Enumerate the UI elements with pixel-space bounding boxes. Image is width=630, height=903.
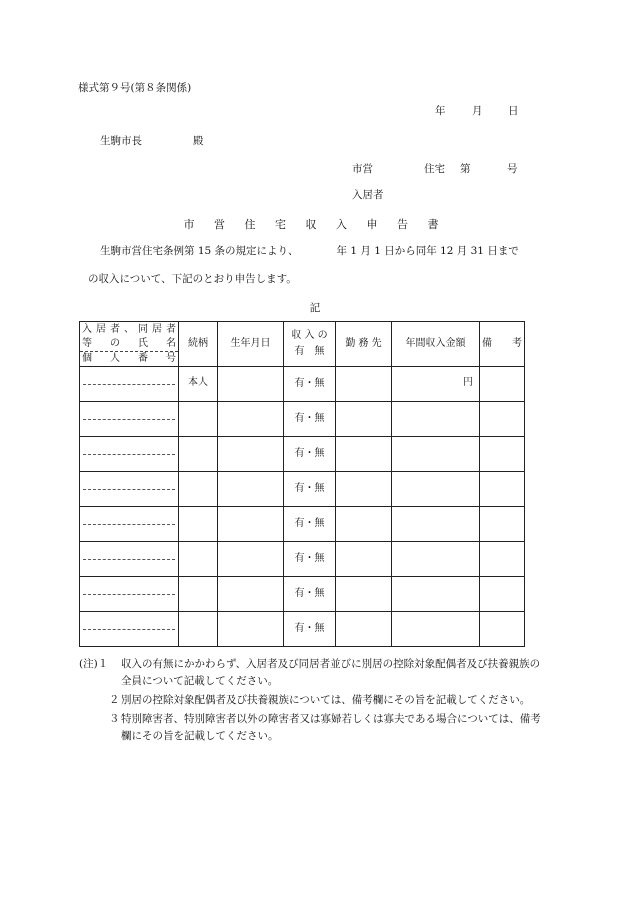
table-row — [80, 612, 525, 647]
table-row — [80, 472, 525, 507]
table-row — [80, 402, 525, 437]
header-name-line2: 等 の 氏 名 — [80, 337, 178, 352]
income-yn-value: 有・無 — [294, 482, 325, 494]
name-dotted-divider — [83, 384, 175, 385]
annual-income-cell[interactable] — [392, 472, 480, 507]
notes — [79, 656, 549, 747]
tenant-resident-label: 入居者 — [352, 189, 384, 201]
note-1-text: 収入の有無にかかわらず、入居者及び同居者並びに別居の控除対象配偶者及び扶養親族の全員について記載してください。 — [121, 658, 541, 687]
annual-income-cell[interactable] — [392, 437, 480, 472]
birthdate-cell[interactable] — [218, 402, 284, 437]
income-yn-value: 有・無 — [294, 377, 325, 389]
form-number: 様式第９号(第８条関係) — [78, 82, 192, 94]
name-dotted-divider — [83, 419, 175, 420]
relation-value: 本人 — [188, 377, 208, 388]
header-income-yn — [284, 322, 336, 367]
note-3-num: ３ — [109, 713, 120, 725]
income-yn-cell[interactable] — [284, 367, 336, 402]
header-relation: 続柄 — [179, 322, 218, 367]
table-header-row — [80, 322, 525, 367]
birthdate-cell[interactable] — [218, 472, 284, 507]
date-day: 日 — [508, 105, 519, 117]
income-yn-cell[interactable] — [284, 612, 336, 647]
header-income-yn-line1: 収 入 の — [291, 330, 328, 341]
relation-cell[interactable] — [179, 577, 218, 612]
note-2-num: ２ — [109, 694, 120, 706]
workplace-cell[interactable] — [336, 577, 392, 612]
name-dotted-divider — [83, 629, 175, 630]
name-cell[interactable] — [80, 612, 179, 647]
birthdate-cell[interactable] — [218, 577, 284, 612]
birthdate-cell[interactable] — [218, 507, 284, 542]
name-dotted-divider — [83, 489, 175, 490]
remarks-cell[interactable] — [480, 577, 525, 612]
name-cell[interactable] — [80, 507, 179, 542]
date-year: 年 — [435, 105, 446, 117]
income-table — [79, 321, 525, 647]
income-yn-cell[interactable] — [284, 472, 336, 507]
income-yn-value: 有・無 — [294, 517, 325, 529]
remarks-cell[interactable] — [480, 542, 525, 577]
birthdate-cell[interactable] — [218, 437, 284, 472]
annual-income-cell[interactable] — [392, 367, 480, 402]
tenant-housing: 住宅 — [424, 163, 445, 175]
relation-cell[interactable] — [179, 472, 218, 507]
relation-cell[interactable] — [179, 542, 218, 577]
workplace-cell[interactable] — [336, 507, 392, 542]
name-dotted-divider — [83, 559, 175, 560]
remarks-cell[interactable] — [480, 612, 525, 647]
remarks-cell[interactable] — [480, 472, 525, 507]
body-line-2: の収入について、下記のとおり申告します。 — [88, 273, 297, 285]
annual-income-cell[interactable] — [392, 612, 480, 647]
header-birthdate: 生年月日 — [218, 322, 284, 367]
income-unit: 円 — [463, 377, 473, 388]
annual-income-cell[interactable] — [392, 542, 480, 577]
header-annual-income: 年間収入金額 — [392, 322, 480, 367]
annual-income-cell[interactable] — [392, 507, 480, 542]
remarks-cell[interactable] — [480, 402, 525, 437]
workplace-cell[interactable] — [336, 367, 392, 402]
table-row — [80, 507, 525, 542]
note-1-num: (注)１ — [79, 658, 109, 670]
workplace-cell[interactable] — [336, 472, 392, 507]
addressee-honorific: 殿 — [193, 135, 204, 147]
income-yn-cell[interactable] — [284, 402, 336, 437]
remarks-cell[interactable] — [480, 437, 525, 472]
note-1 — [79, 656, 549, 690]
birthdate-cell[interactable] — [218, 367, 284, 402]
income-yn-value: 有・無 — [294, 447, 325, 459]
name-cell[interactable] — [80, 437, 179, 472]
income-yn-cell[interactable] — [284, 542, 336, 577]
relation-cell[interactable] — [179, 437, 218, 472]
name-cell[interactable] — [80, 402, 179, 437]
note-3-text: 特別障害者、特別障害者以外の障害者又は寡婦若しくは寡夫である場合については、備考欄にその旨を記載してください。 — [121, 713, 541, 742]
name-dotted-divider — [83, 524, 175, 525]
header-remarks: 備 考 — [480, 322, 525, 367]
name-cell[interactable] — [80, 367, 179, 402]
name-cell[interactable] — [80, 542, 179, 577]
body-line-1-a: 生駒市営住宅条例第 15 条の規定により、 — [100, 245, 299, 257]
table-row — [80, 437, 525, 472]
income-yn-value: 有・無 — [294, 622, 325, 634]
remarks-cell[interactable] — [480, 507, 525, 542]
tenant-number-suffix: 号 — [507, 163, 518, 175]
workplace-cell[interactable] — [336, 542, 392, 577]
workplace-cell[interactable] — [336, 612, 392, 647]
income-yn-value: 有・無 — [294, 552, 325, 564]
header-income-yn-line2: 有 無 — [294, 346, 325, 357]
table-row — [80, 542, 525, 577]
document-title: 市 営 住 宅 収 入 申 告 書 — [183, 218, 447, 231]
workplace-cell[interactable] — [336, 402, 392, 437]
tenant-number-prefix: 第 — [460, 163, 471, 175]
income-yn-value: 有・無 — [294, 587, 325, 599]
name-dotted-divider — [83, 454, 175, 455]
name-dotted-divider — [83, 594, 175, 595]
annual-income-cell[interactable] — [392, 402, 480, 437]
workplace-cell[interactable] — [336, 437, 392, 472]
tenant-city-housing: 市営 — [352, 163, 373, 175]
note-2-text: 別居の控除対象配偶者及び扶養親族については、備考欄にその旨を記載してください。 — [121, 694, 531, 706]
addressee-mayor: 生駒市長 — [100, 135, 142, 147]
remarks-cell[interactable] — [480, 367, 525, 402]
header-workplace: 勤 務 先 — [336, 322, 392, 367]
note-2 — [79, 692, 549, 709]
table-row — [80, 367, 525, 402]
note-3 — [79, 711, 549, 745]
name-cell[interactable] — [80, 472, 179, 507]
record-mark: 記 — [309, 302, 321, 314]
name-cell[interactable] — [80, 577, 179, 612]
body-line-1-b: 年 1 月 1 日から同年 12 月 31 日まで — [336, 245, 519, 257]
birthdate-cell[interactable] — [218, 612, 284, 647]
body-line-1 — [100, 245, 519, 258]
income-yn-cell[interactable] — [284, 507, 336, 542]
relation-cell[interactable] — [179, 402, 218, 437]
relation-cell[interactable] — [179, 507, 218, 542]
header-name-line3: 個 人 番 号 — [82, 352, 176, 364]
birthdate-cell[interactable] — [218, 542, 284, 577]
income-yn-cell[interactable] — [284, 437, 336, 472]
header-name-line1: 入居者、同居者 — [82, 323, 176, 335]
header-name — [80, 322, 179, 367]
income-yn-cell[interactable] — [284, 577, 336, 612]
table-row — [80, 577, 525, 612]
annual-income-cell[interactable] — [392, 577, 480, 612]
income-yn-value: 有・無 — [294, 412, 325, 424]
date-month: 月 — [472, 105, 483, 117]
relation-cell[interactable] — [179, 612, 218, 647]
relation-cell[interactable] — [179, 367, 218, 402]
